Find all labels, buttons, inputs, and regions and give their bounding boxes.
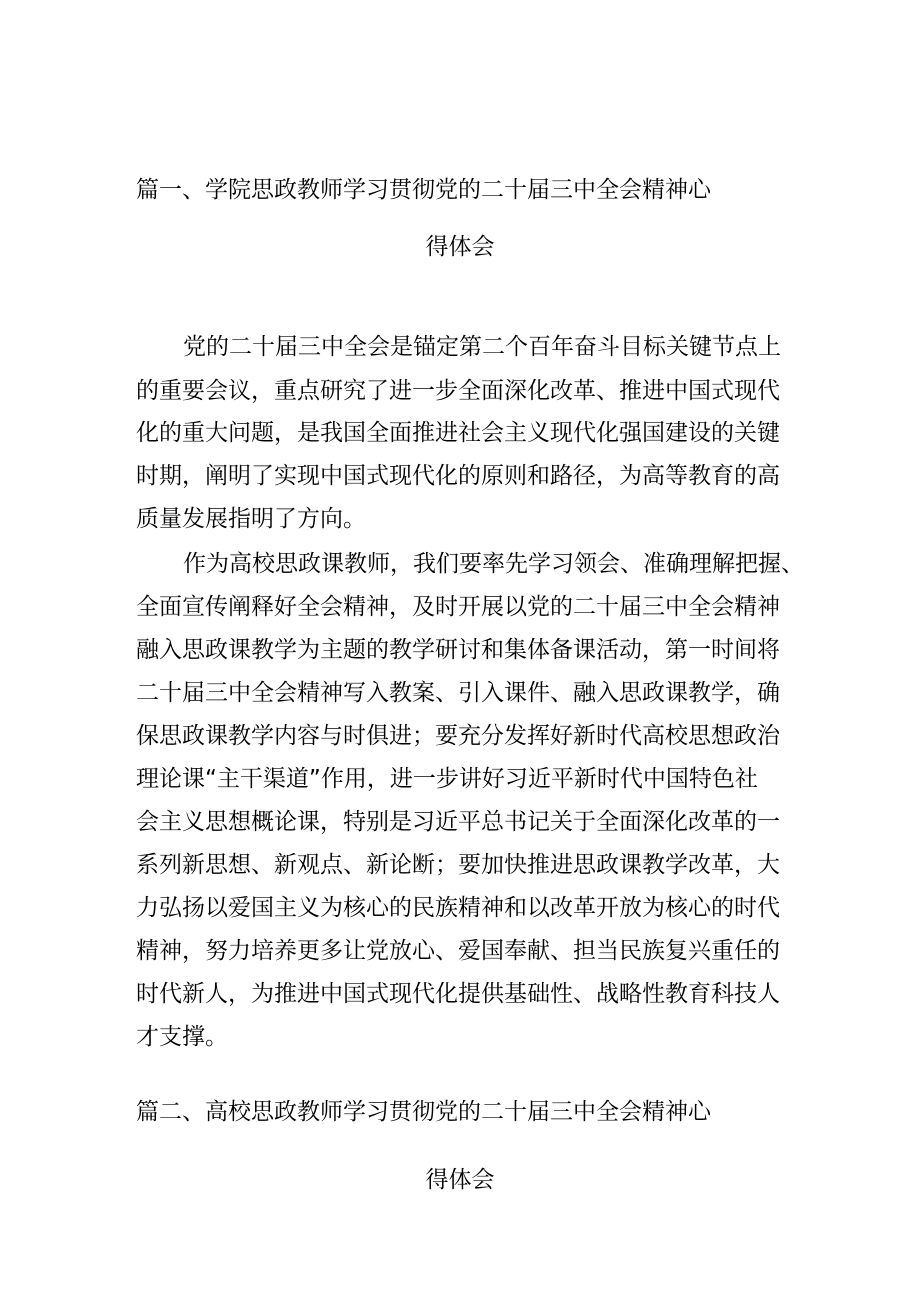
paragraph-line: 全面宣传阐释好全会精神，及时开展以党的二十届三中全会精神	[136, 594, 780, 620]
paragraph-line: 精神，努力培养更多让党放心、爱国奉献、担当民族复兴重任的	[136, 938, 780, 964]
paragraph-line: 保思政课教学内容与时俱进；要充分发挥好新时代高校思想政治	[136, 723, 780, 749]
paragraph-line: 时代新人，为推进中国式现代化提供基础性、战略性教育科技人	[136, 981, 780, 1007]
paragraph-line: 融入思政课教学为主题的教学研讨和集体备课活动，第一时间将	[136, 637, 780, 663]
paragraph-line: 才支撑。	[136, 1024, 228, 1050]
paragraph-line: 二十届三中全会精神写入教案、引入课件、融入思政课教学，确	[136, 680, 780, 706]
paragraph-line: 党的二十届三中全会是锚定第二个百年奋斗目标关键节点上	[183, 334, 781, 360]
paragraph-line: 质量发展指明了方向。	[136, 506, 366, 532]
section1-title-line1: 篇一、学院思政教师学习贯彻党的二十届三中全会精神心	[136, 177, 711, 203]
paragraph-line: 化的重大问题，是我国全面推进社会主义现代化强国建设的关键	[136, 420, 780, 446]
paragraph-line: 会主义思想概论课，特别是习近平总书记关于全面深化改革的一	[136, 809, 780, 835]
section2-title-line1: 篇二、高校思政教师学习贯彻党的二十届三中全会精神心	[136, 1099, 711, 1125]
section1-title-line2: 得体会	[425, 234, 495, 260]
paragraph-line: 时期，阐明了实现中国式现代化的原则和路径，为高等教育的高	[136, 463, 780, 489]
section2-title-line2: 得体会	[425, 1167, 495, 1193]
paragraph-line: 理论课“主干渠道”作用，进一步讲好习近平新时代中国特色社	[136, 766, 758, 792]
paragraph-line: 的重要会议，重点研究了进一步全面深化改革、推进中国式现代	[136, 378, 780, 404]
paragraph-line: 系列新思想、新观点、新论断；要加快推进思政课教学改革，大	[136, 852, 780, 878]
paragraph-line: 作为高校思政课教师，我们要率先学习领会、准确理解把握、	[183, 551, 804, 577]
paragraph-line: 力弘扬以爱国主义为核心的民族精神和以改革开放为核心的时代	[136, 895, 780, 921]
